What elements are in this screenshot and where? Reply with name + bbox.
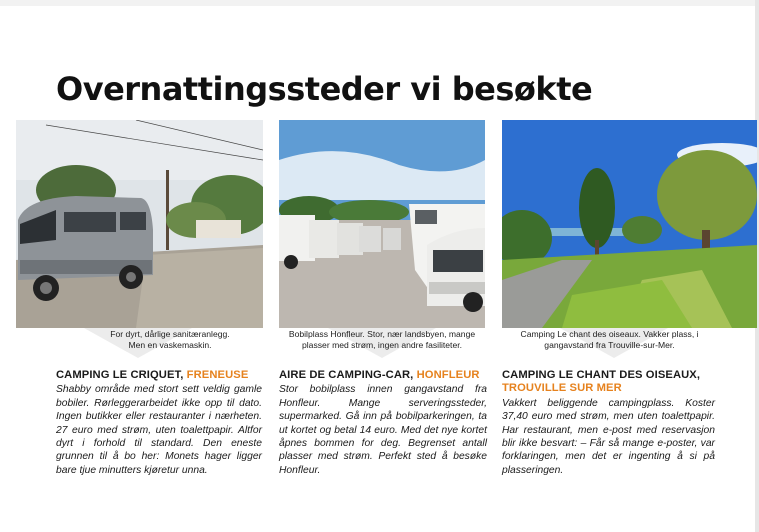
- photo-caption-2: [279, 329, 485, 351]
- place-name: CAMPING LE CRIQUET,: [56, 369, 184, 381]
- place-name: CAMPING LE CHANT DES OISEAUX,: [502, 369, 701, 381]
- place-heading: [279, 369, 487, 382]
- place-heading: [56, 369, 262, 382]
- caption-line: Men en vaskemaskin.: [128, 340, 212, 350]
- caption-line: For dyrt, dårlige sanitæranlegg.: [110, 329, 230, 339]
- place-review: Stor bobilplass innen gangavstand fra Honfleur. Mange serveringssteder, supermarked. Gå inn på bobilparkeringen, ta ut kortet og betal 14 euro. Med det nye kortet åpnes bommen for deg. Begrenset antall plasser med strøm. Perfekt sted å besøke Honfleur.: [279, 384, 487, 476]
- caption-line: Camping Le chant des oiseaux. Vakker plass, i: [520, 329, 699, 339]
- place-name: AIRE DE CAMPING-CAR,: [279, 369, 414, 381]
- photo-caption-3: [502, 329, 717, 351]
- article-column-1: [56, 369, 262, 477]
- place-review: Shabby område med stort sett veldig gamle bobiler. Rørleggerarbeidet ikke opp til dato. Ingen butikker eller restauranter i nærheten. 27 euro med strøm, uten toalettpapir. Altfor dyrt i forhold til standard. Den eneste grunnen til å bo her: Monets hager ligger bare tjue minutters kjøretur unna.: [56, 384, 262, 476]
- photo-chant-des-oiseaux: [502, 120, 757, 328]
- caption-line: Bobilplass Honfleur. Stor, nær landsbyen, mange: [288, 329, 476, 339]
- caption-line: gangavstand fra Trouville-sur-Mer.: [544, 340, 675, 350]
- place-heading: [502, 369, 715, 396]
- caption-line: plasser med strøm, ingen andre fasiliteter.: [301, 340, 462, 350]
- page-title: Overnattingssteder vi besøkte: [56, 70, 593, 108]
- page-top-edge: [0, 0, 759, 6]
- place-location: FRENEUSE: [186, 369, 249, 381]
- article-column-3: [502, 369, 715, 477]
- article-column-2: [279, 369, 487, 477]
- photo-caption-1: [80, 329, 260, 351]
- place-location: TROUVILLE SUR MER: [502, 382, 622, 395]
- place-review: Vakkert beliggende campingplass. Koster 37,40 euro med strøm, men uten toalettpapir. Har restaurant, men e-post med reservasjon blir ikke besvart: – Får så mange e-poster, var forklaringen, men det er ingenting å si på plasseringen.: [502, 397, 715, 476]
- photo-aire-honfleur: [279, 120, 485, 328]
- place-location: HONFLEUR: [416, 369, 480, 381]
- photo-camping-le-criquet: [16, 120, 263, 328]
